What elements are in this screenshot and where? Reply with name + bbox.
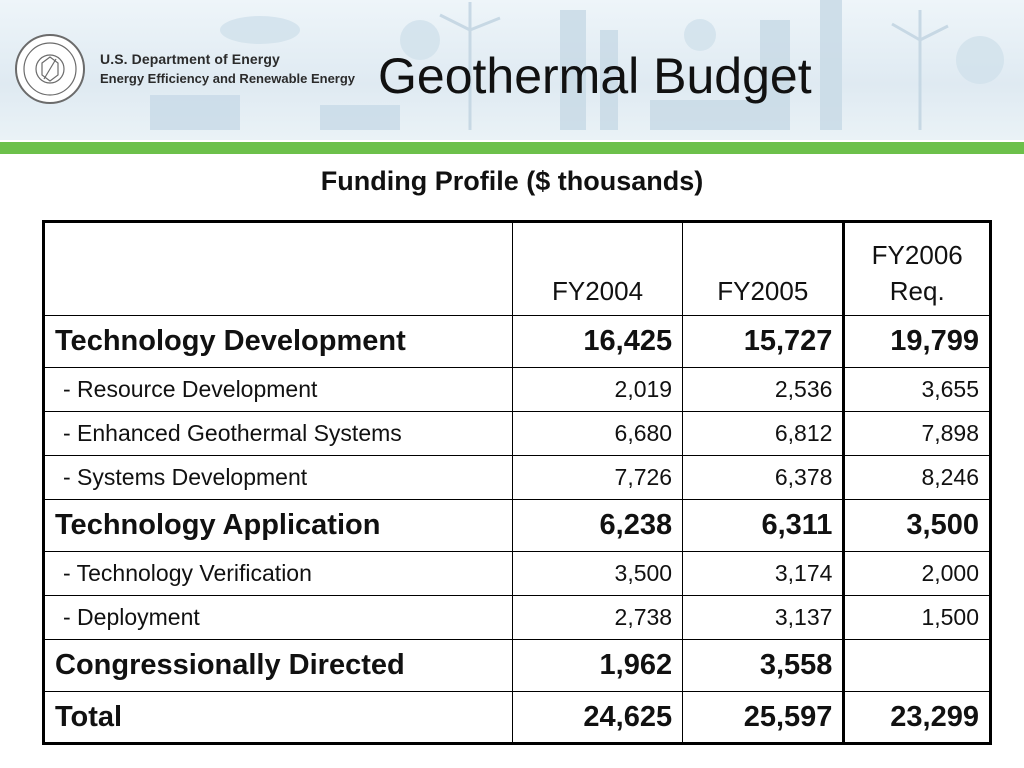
row-label: - Deployment (44, 596, 513, 640)
cell-fy2006: 19,799 (844, 316, 991, 368)
cell-fy2005: 3,137 (683, 596, 844, 640)
agency-name (100, 50, 355, 88)
row-label: - Enhanced Geothermal Systems (44, 412, 513, 456)
cell-fy2006: 1,500 (844, 596, 991, 640)
row-label: - Technology Verification (44, 552, 513, 596)
cell-fy2006: 3,500 (844, 500, 991, 552)
agency-name-line2: Energy Efficiency and Renewable Energy (100, 71, 356, 86)
cell-fy2005: 25,597 (683, 692, 844, 744)
cell-fy2004: 2,019 (512, 368, 682, 412)
agency-logo (14, 34, 355, 104)
header-cell-fy2005: FY2005 (683, 222, 844, 316)
cell-fy2004: 6,680 (512, 412, 682, 456)
cell-fy2006: 7,898 (844, 412, 991, 456)
slide-subtitle: Funding Profile ($ thousands) (320, 166, 704, 196)
row-label: Technology Application (44, 500, 513, 552)
cell-fy2005: 6,311 (683, 500, 844, 552)
agency-name-line1: U.S. Department of Energy (100, 51, 280, 67)
cell-fy2004: 3,500 (512, 552, 682, 596)
cell-fy2006 (844, 640, 991, 692)
table-row (44, 412, 991, 456)
cell-fy2004: 1,962 (512, 640, 682, 692)
cell-fy2004: 24,625 (512, 692, 682, 744)
table-row (44, 368, 991, 412)
cell-fy2005: 3,558 (683, 640, 844, 692)
table-row (44, 552, 991, 596)
table-row (44, 316, 991, 368)
table-row-total (44, 692, 991, 744)
table-row (44, 456, 991, 500)
row-label: - Resource Development (44, 368, 513, 412)
table-header-row (44, 222, 991, 316)
cell-fy2005: 6,378 (683, 456, 844, 500)
row-label: - Systems Development (44, 456, 513, 500)
cell-fy2004: 7,726 (512, 456, 682, 500)
cell-fy2005: 6,812 (683, 412, 844, 456)
header-banner (0, 0, 1024, 140)
row-label: Total (44, 692, 513, 744)
header-cell-label (44, 222, 513, 316)
slide-title: Geothermal Budget (378, 48, 812, 104)
header-cell-fy2004: FY2004 (512, 222, 682, 316)
row-label: Technology Development (44, 316, 513, 368)
table-row (44, 596, 991, 640)
accent-bar (0, 142, 1024, 154)
cell-fy2005: 3,174 (683, 552, 844, 596)
cell-fy2004: 16,425 (512, 316, 682, 368)
table-row (44, 500, 991, 552)
doe-seal-icon (14, 33, 86, 105)
cell-fy2004: 6,238 (512, 500, 682, 552)
cell-fy2006: 2,000 (844, 552, 991, 596)
header-cell-fy2006: FY2006 Req. (844, 222, 991, 316)
cell-fy2006: 23,299 (844, 692, 991, 744)
cell-fy2005: 2,536 (683, 368, 844, 412)
funding-table (42, 220, 992, 745)
row-label: Congressionally Directed (44, 640, 513, 692)
cell-fy2006: 8,246 (844, 456, 991, 500)
cell-fy2006: 3,655 (844, 368, 991, 412)
cell-fy2004: 2,738 (512, 596, 682, 640)
cell-fy2005: 15,727 (683, 316, 844, 368)
table-row (44, 640, 991, 692)
